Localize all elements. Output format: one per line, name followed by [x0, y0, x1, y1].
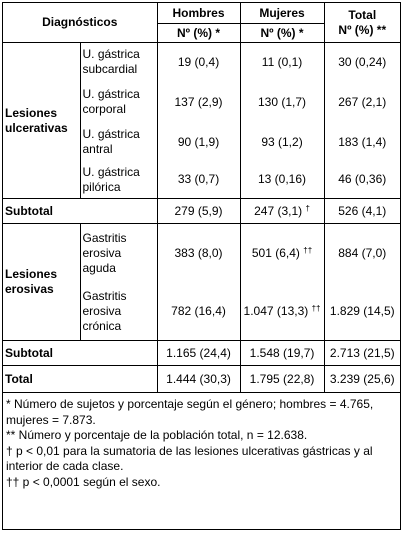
mujeres-cell	[240, 283, 324, 341]
subtotal-label: Subtotal	[3, 199, 157, 224]
total-cell: 2.713 (21,5)	[324, 341, 400, 366]
total-cell: 183 (1,4)	[324, 123, 400, 162]
header-hombres-sub: Nº (%) *	[157, 24, 240, 43]
dx-line: erosiva	[82, 245, 122, 260]
mujeres-cell: 93 (1,2)	[240, 123, 324, 162]
footnotes	[6, 397, 396, 490]
subtotal-row	[3, 341, 400, 366]
total-cell: 46 (0,36)	[324, 162, 400, 199]
dx-cell	[80, 43, 157, 82]
group-label-line: erosivas	[5, 282, 54, 296]
mujeres-cell	[240, 224, 324, 283]
table-row	[3, 43, 400, 82]
dx-cell	[80, 123, 157, 162]
hombres-cell: 383 (8,0)	[157, 224, 240, 283]
mujeres-value: 1.047 (13,3)	[243, 303, 309, 318]
mujeres-cell	[240, 199, 324, 224]
subtotal-label: Subtotal	[3, 341, 157, 366]
header-mujeres-sub: Nº (%) *	[240, 24, 324, 43]
hombres-cell: 137 (2,9)	[157, 82, 240, 123]
dx-cell	[80, 283, 157, 341]
mujeres-cell: 13 (0,16)	[240, 162, 324, 199]
dx-line: crónica	[82, 318, 122, 333]
dx-line: antral	[82, 142, 113, 156]
total-cell: 884 (7,0)	[324, 224, 400, 283]
header-total-label: Total	[348, 7, 377, 22]
hombres-cell: 90 (1,9)	[157, 123, 240, 162]
hombres-cell: 782 (16,4)	[157, 283, 240, 341]
header-total-sub: Nº (%) **	[338, 22, 387, 37]
header-total	[324, 3, 400, 43]
total-cell: 267 (2,1)	[324, 82, 400, 123]
header-diagnosticos: Diagnósticos	[3, 3, 157, 43]
hombres-cell: 33 (0,7)	[157, 162, 240, 199]
dx-cell	[80, 82, 157, 123]
footnote: ** Número y porcentaje de la población total, n = 12.638.	[6, 428, 308, 442]
dx-line: U. gástrica	[82, 87, 140, 101]
mujeres-cell: 1.548 (19,7)	[240, 341, 324, 366]
header-hombres: Hombres	[157, 3, 240, 24]
total-cell: 526 (4,1)	[324, 199, 400, 224]
dx-line: U. gástrica	[82, 47, 140, 62]
dx-line: Gastritis	[82, 288, 127, 303]
mujeres-value: 501 (6,4)	[251, 245, 300, 260]
mujeres-cell: 11 (0,1)	[240, 43, 324, 82]
significance-mark: ††	[311, 303, 321, 313]
dx-line: Gastritis	[82, 230, 127, 245]
group-label-erosivas	[3, 224, 80, 341]
hombres-cell: 1.444 (30,3)	[157, 366, 240, 393]
group-label-ulcerativas	[3, 43, 80, 199]
hombres-cell: 1.165 (24,4)	[157, 341, 240, 366]
dx-cell	[80, 224, 157, 283]
total-label: Total	[3, 366, 157, 393]
significance-mark: ††	[303, 245, 313, 255]
footnote: * Número de sujetos y porcentaje según el género; hombres = 4.765, mujeres = 7.873.	[6, 397, 374, 427]
dx-line: U. gástrica	[82, 164, 140, 179]
footnote: †† p < 0,0001 según el sexo.	[6, 474, 161, 489]
dx-line: pilórica	[82, 179, 121, 194]
subtotal-row	[3, 199, 400, 224]
mujeres-value: 247 (3,1)	[254, 203, 303, 218]
mujeres-cell: 1.795 (22,8)	[240, 366, 324, 393]
group-label-line: Lesiones	[5, 105, 58, 120]
header-mujeres: Mujeres	[240, 3, 324, 24]
group-label-line: ulcerativas	[5, 120, 68, 135]
significance-mark: †	[305, 203, 310, 213]
mujeres-cell: 130 (1,7)	[240, 82, 324, 123]
total-cell: 30 (0,24)	[324, 43, 400, 82]
dx-line: subcardial	[82, 62, 138, 77]
dx-line: erosiva	[82, 303, 122, 318]
total-cell: 1.829 (14,5)	[324, 283, 400, 341]
hombres-cell: 279 (5,9)	[157, 199, 240, 224]
dx-cell	[80, 162, 157, 199]
group-label-line: Lesiones	[5, 267, 58, 281]
header-row	[3, 3, 400, 24]
dx-line: corporal	[82, 102, 126, 116]
table-frame	[2, 2, 401, 530]
total-cell: 3.239 (25,6)	[324, 366, 400, 393]
dx-line: U. gástrica	[82, 127, 140, 141]
diagnostics-table	[3, 3, 400, 393]
table-row	[3, 224, 400, 283]
dx-line: aguda	[82, 260, 116, 275]
footnote: † p < 0,01 para la sumatoria de las lesiones ulcerativas gástricas y al interior de cada clase.	[6, 443, 373, 473]
hombres-cell: 19 (0,4)	[157, 43, 240, 82]
total-row	[3, 366, 400, 393]
